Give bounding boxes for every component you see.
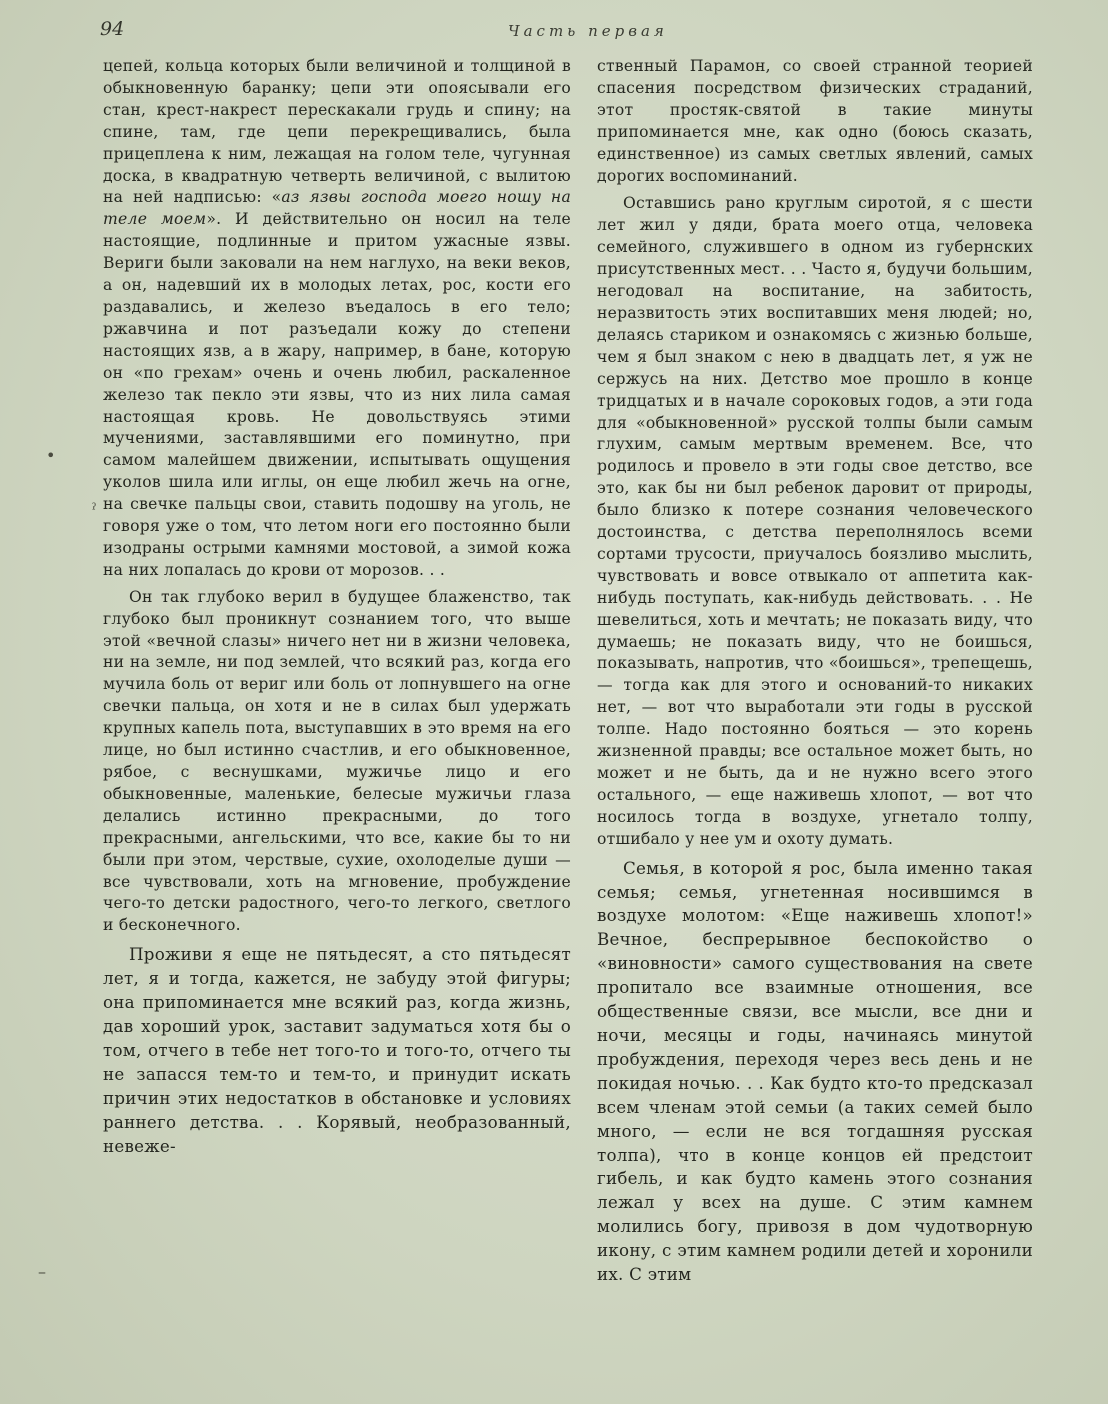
right-paragraph-2: Оставшись рано круглым сиротой, я с шести лет жил у дяди, брата моего отца, человека семейного, служившего в одном из губернских присутственных мест. . . Часто я, будучи большим, негодовал на воспитание, на забитость, неразвитость этих воспитавших меня людей; но, делаясь стариком и ознакомясь с жизнью больше, чем я был знаком с нею в двадцать лет, я уж не сержусь на них. Детство мое прошло в конце тридцатых и в начале сороковых годов, а эти года для «обыкновенной» русской толпы были самым глухим, самым мертвым временем. Все, что родилось и провело в эти годы свое детство, все это, как бы ни был ребенок даровит от природы, было близко к потере сознания человеческого достоинства, с детства переполнялось всеми сортами трусости, приучалось боязливо мыслить, чувствовать и вовсе отвыкало от аппетита как-нибудь поступать, как-нибудь действовать. . . Не шевелиться, хоть и мечтать; не показать виду, что думаешь; не показать виду, что не боишься, показывать, напротив, что «боишься», трепещешь, — тогда как для этого и оснований-то никаких нет, — вот что выработали эти годы в русской толпе. Надо постоянно бояться — это корень жизненной правды; все остальное может быть, но может и не быть, да и не нужно всего этого остального, — еще наживешь хлопот, — вот что носилось тогда в воздухе, угнетало толпу, отшибало у нее ум и охоту думать.	[597, 194, 1033, 848]
left-column	[103, 56, 571, 1158]
right-paragraph-3: Семья, в которой я рос, была именно такая семья; семья, угнетенная носившимся в воздухе молотом: «Еще наживешь хлопот!» Вечное, беспрерывное беспокойство о «виновности» самого существования на свете пропитало все взаимные отношения, все общественные связи, все мысли, все дни и ночи, месяцы и годы, начинаясь минутой пробуждения, переходя через весь день и не покидая ночью. . . Как будто кто-то предсказал всем членам этой семьи (а таких семей было много, — если не вся тогдашняя русская толпа), что в конце концов ей предстоит гибель, и как будто камень этого сознания лежал у всех на душе. С этим камнем молились богу, привозя в дом чудотворную икону, с этим камнем родили детей и хоронили их. С этим	[597, 857, 1033, 1285]
left-p1-inscription: аз язвы господа моего ношу на теле моем	[103, 188, 571, 229]
left-paragraph-3: Проживи я еще не пятьдесят, а сто пятьдесят лет, я и тогда, кажется, не забуду этой фигуры; она припоминается мне всякий раз, когда жизнь, дав хороший урок, заставит задуматься хотя бы о том, отчего в тебе нет того-то и того-то, отчего ты не запасся тем-то и тем-то, и принудит искать причин этих недостатков в обстановке и условиях раннего детства. . . Корявый, необразованный, невеже-	[103, 944, 571, 1156]
margin-dot-mark: •	[46, 446, 56, 465]
left-paragraph-2: Он так глубоко верил в будущее блаженство, так глубоко был проникнут сознанием того, что выше этой «вечной слазы» ничего нет ни в жизни человека, ни на земле, ни под землей, что всякий раз, когда его мучила боль от вериг или боль от лопнувшего на огне свечки пальца, он хотя и не в силах был удержать крупных капель пота, выступавших в это время на его лице, но был истинно счастлив, и его обыкновенное, рябое, с веснушками, мужичье лицо и его обыкновенные, маленькие, белесые мужичьи глаза делались истинно прекрасными, до того прекрасными, ангельскими, что все, какие бы то ни были при этом, черствые, сухие, охолоделые души — все чувствовали, хоть на мгновение, пробуждение чего-то детски радостного, чего-то легкого, светлого и бесконечного.	[103, 587, 571, 935]
left-p1-text-b: ». И действительно он носил на теле настоящие, подлинные и притом ужасные язвы. Вериги были заковали на нем наглухо, на веки веков, а он, надевший их в молодых летах, рос, кости его раздавались, и железо въедалось в его тело; ржавчина и пот разъедали кожу до степени настоящих язв, а в жару, например, в бане, которую он «по грехам» очень и очень любил, раскаленное железо так пекло эти язвы, что из них лила самая настоящая кровь. Не довольствуясь этими мучениями, заставлявшими его поминутно, при самом малейшем движении, испытывать ощущения уколов шила или иглы, он еще любил жечь на огне, на свечке пальцы свои, ставить подошву на уголь, не говоря уже о том, что летом ноги его постоянно были изодраны острыми камнями мостовой, а зимой кожа на них лопалась до крови от морозов. . .	[103, 210, 571, 579]
right-column	[597, 56, 1033, 1287]
running-head: Часть первая	[508, 22, 668, 40]
page-number: 94	[100, 18, 125, 40]
margin-dash-mark: –	[38, 1262, 46, 1281]
margin-tick-mark: ˀ	[92, 500, 97, 519]
page-header	[100, 18, 680, 48]
left-paragraph-1	[103, 56, 571, 582]
right-paragraph-1: ственный Парамон, со своей странной теорией спасения посредством физических страданий, этот простяк-святой в такие минуты припоминается мне, как одно (боюсь сказать, единственное) из самых светлых явлений, самых дорогих воспоминаний.	[597, 57, 1033, 185]
left-p1-text-a: цепей, кольца которых были величиной и толщиной в обыкновенную баранку; цепи эти опоясывали его стан, крест-накрест перескакали грудь и спину; на спине, там, где цепи перекрещивались, была прицеплена к ним, лежащая на голом теле, чугунная доска, в квадратную четверть величиной, с вылитою на ней надписью: «	[103, 57, 571, 207]
